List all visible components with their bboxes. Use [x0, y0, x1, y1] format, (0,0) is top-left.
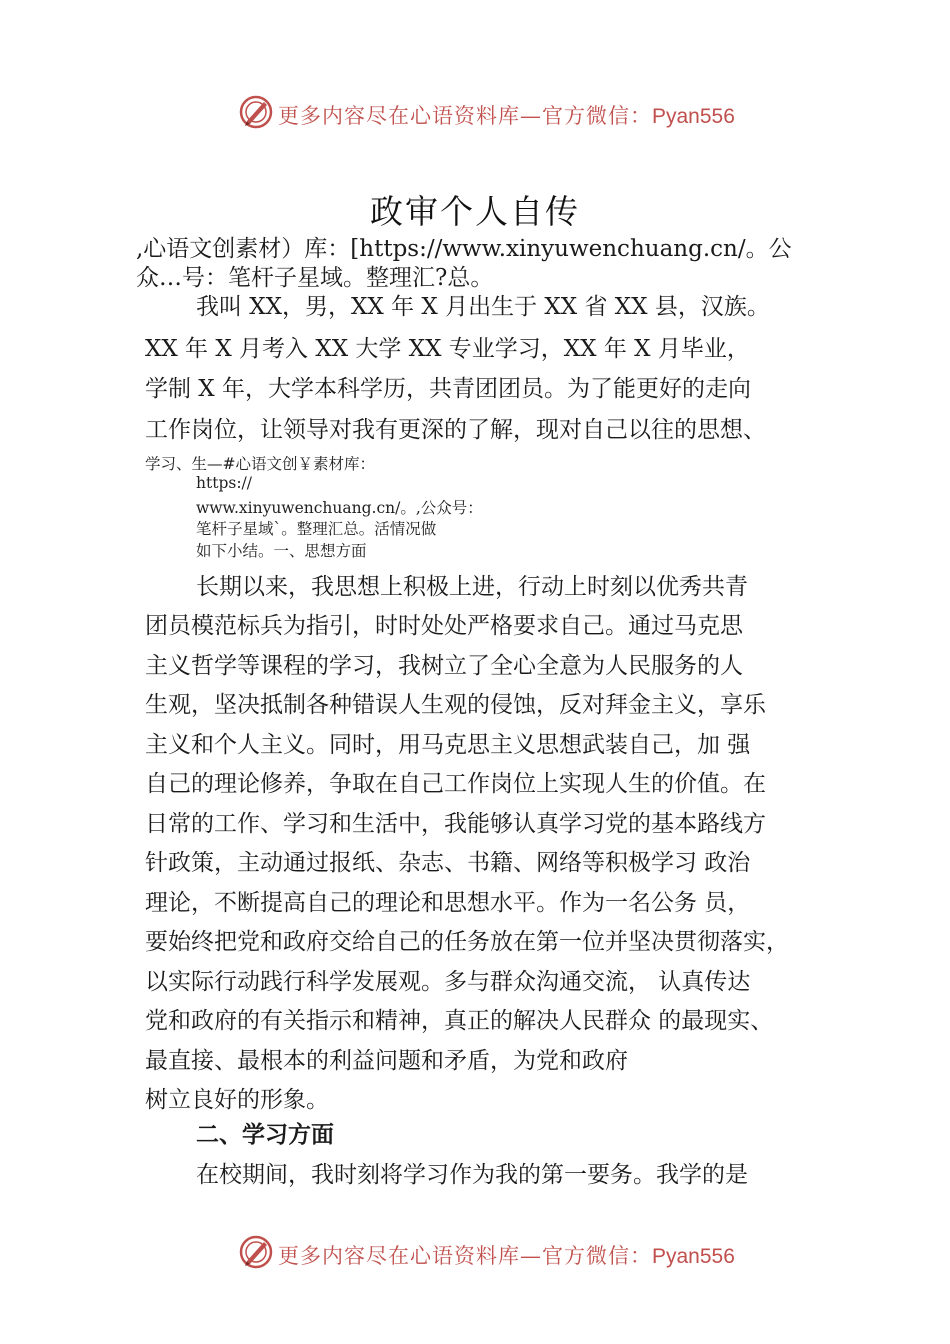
section-heading: 二、学习方面: [196, 1121, 334, 1148]
watermark-header: [0, 92, 950, 132]
paragraph-line: 理论，不断提高自己的理论和思想水平。作为一名公务 员，: [145, 890, 751, 916]
watermark-footer: [0, 1232, 950, 1272]
watermark-text: 更多内容尽在心语资料库—官方微信：Pyan556: [278, 1244, 735, 1268]
paragraph-line: 长期以来，我思想上积极上进，行动上时刻以优秀共青: [196, 574, 748, 600]
paragraph-line: 日常的工作、学习和生活中，我能够认真学习党的基本路线方: [145, 811, 766, 837]
paragraph-line: 我叫 XX，男，XX 年 X 月出生于 XX 省 XX 县，汉族。: [196, 294, 770, 320]
small-text-line: https://: [196, 474, 252, 492]
paragraph-line: 主义和个人主义。同时，用马克思主义思想武装自己，加 强: [145, 732, 751, 758]
paragraph-line: 学制 X 年，大学本科学历，共青团团员。为了能更好的走向: [145, 376, 751, 402]
small-text-line: 学习、生—#心语文创￥素材库：: [145, 455, 375, 473]
intro-line: 众…号：笔杆子星域。整理汇?总。: [136, 265, 494, 291]
paragraph-line: 树立良好的形象。: [145, 1087, 329, 1113]
watermark-id: Pyan556: [652, 105, 735, 128]
small-text-line: 笔杆子星域`。整理汇总。活情况做: [196, 520, 437, 538]
paragraph-line: 生观，坚决抵制各种错误人生观的侵蚀，反对拜金主义，享乐: [145, 692, 766, 718]
pen-logo-icon: [238, 94, 274, 130]
paragraph-line: 以实际行动践行科学发展观。多与群众沟通交流， 认真传达: [145, 969, 751, 995]
paragraph-line: XX 年 X 月考入 XX 大学 XX 专业学习，XX 年 X 月毕业，: [145, 336, 750, 362]
watermark-id: Pyan556: [652, 1245, 735, 1268]
paragraph-line: 团员模范标兵为指引，时时处处严格要求自己。通过马克思: [145, 613, 743, 639]
paragraph-line: 工作岗位，让领导对我有更深的了解，现对自己以往的思想、: [145, 417, 766, 443]
paragraph-line: 主义哲学等课程的学习，我树立了全心全意为人民服务的人: [145, 653, 743, 679]
small-text-line: www.xinyuwenchuang.cn/。,公众号：: [196, 499, 483, 517]
small-text-line: 如下小结。一、思想方面: [196, 542, 367, 560]
paragraph-line: 最直接、最根本的利益问题和矛盾，为党和政府: [145, 1048, 628, 1074]
watermark-text: 更多内容尽在心语资料库—官方微信：Pyan556: [278, 104, 735, 128]
paragraph-line: 针政策，主动通过报纸、杂志、书籍、网络等积极学习 政治: [145, 850, 751, 876]
intro-line: ,心语文创素材）库：[https://www.xinyuwenchuang.cn/。公: [136, 236, 792, 262]
paragraph-line: 要始终把党和政府交给自己的任务放在第一位并坚决贯彻落实，: [145, 929, 789, 955]
paragraph-line: 自己的理论修养，争取在自己工作岗位上实现人生的价值。在: [145, 771, 766, 797]
pen-logo-icon: [238, 1234, 274, 1270]
paragraph-line: 在校期间，我时刻将学习作为我的第一要务。我学的是: [196, 1162, 748, 1188]
page-title: 政审个人自传: [370, 192, 580, 231]
paragraph-line: 党和政府的有关指示和精神，真正的解决人民群众 的最现实、: [145, 1008, 774, 1034]
